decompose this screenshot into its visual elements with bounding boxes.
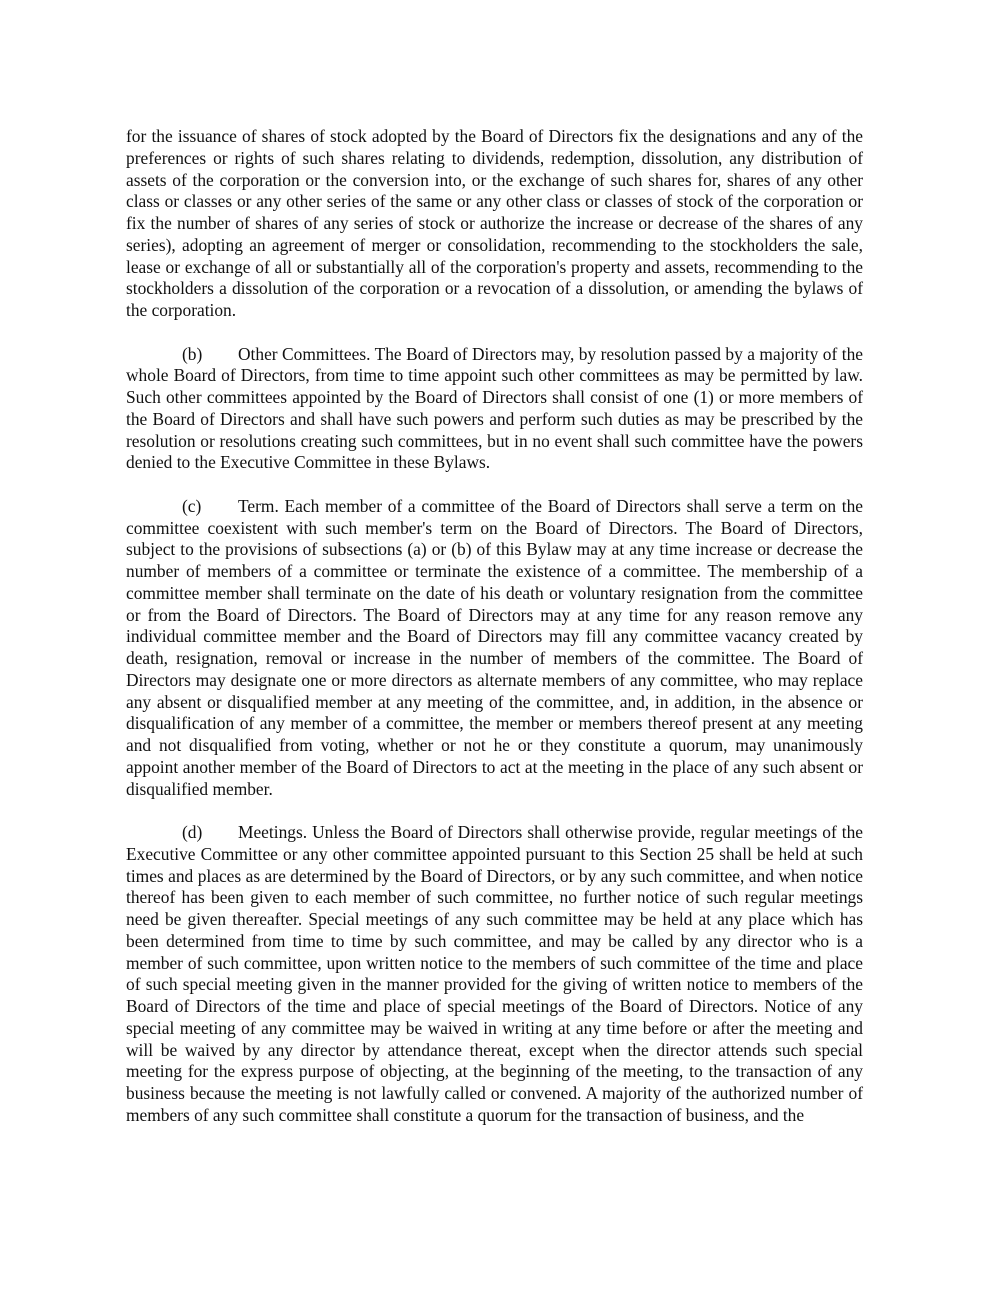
paragraph-d-text: Meetings. Unless the Board of Directors shall otherwise provide, regular meetings of the Executive Committee or any other committee appointed pursuant to this Section 25 shall be held at such times and places as are determined by the Board of Directors, or by any such committee, and when notice thereof has been given to each member of such committee, no further notice of such regular meetings need be given thereafter. Special meetings of any such committee may be held at any place which has been determined from time to time by such committee, and may be called by any director who is a member of such committee, upon written notice to the members of such committee of the time and place of such special meeting given in the manner provided for the giving of written notice to members of the Board of Directors of the time and place of special meetings of the Board of Directors. Notice of any special meeting of any committee may be waived in writing at any time before or after the meeting and will be waived by any director by attendance thereat, except when the director attends such special meeting for the express purpose of objecting, at the beginning of the meeting, to the transaction of any business because the meeting is not lawfully called or convened. A majority of the authorized number of members of any such committee shall constitute a quorum for the transaction of business, and the xyxy=(126,822,863,1125)
document-page xyxy=(126,126,863,1148)
paragraph-c xyxy=(126,496,863,801)
paragraph-b-marker: (b) xyxy=(182,343,203,364)
paragraph-b-text: Other Committees. The Board of Directors may, by resolution passed by a majority of the whole Board of Directors, from time to time appoint such other committees as may be permitted by law. Such other committees appointed by the Board of Directors shall consist of one (1) or more members of the Board of Directors and shall have such powers and perform such duties as may be prescribed by the resolution or resolutions creating such committees, but in no event shall such committee have the powers denied to the Executive Committee in these Bylaws. xyxy=(126,343,863,473)
paragraph-b xyxy=(126,344,863,475)
paragraph-d xyxy=(126,822,863,1127)
paragraph-c-text: Term. Each member of a committee of the Board of Directors shall serve a term on the committee coexistent with such member's term on the Board of Directors. The Board of Directors, subject to the provisions of subsections (a) or (b) of this Bylaw may at any time increase or decrease the number of members of a committee or terminate the existence of a committee. The membership of a committee member shall terminate on the date of his death or voluntary resignation from the committee or from the Board of Directors. The Board of Directors may at any time for any reason remove any individual committee member and the Board of Directors may fill any committee vacancy created by death, resignation, removal or increase in the number of members of the committee. The Board of Directors may designate one or more directors as alternate members of any committee, who may replace any absent or disqualified member at any meeting of the committee, and, in addition, in the absence or disqualification of any member of a committee, the member or members thereof present at any meeting and not disqualified from voting, whether or not he or they constitute a quorum, may unanimously appoint another member of the Board of Directors to act at the meeting in the place of any such absent or disqualified member. xyxy=(126,495,863,799)
paragraph-a-continued: for the issuance of shares of stock adopted by the Board of Directors fix the designations and any of the preferences or rights of such shares relating to dividends, redemption, dissolution, any distribution of assets of the corporation or the conversion into, or the exchange of such shares for, shares of any other class or classes or any other series of the same or any other class or classes of stock of the corporation or fix the number of shares of any series of stock or authorize the increase or decrease of the shares of any series), adopting an agreement of merger or consolidation, recommending to the stockholders the sale, lease or exchange of all or substantially all of the corporation's property and assets, recommending to the stockholders a dissolution of the corporation or a revocation of a dissolution, or amending the bylaws of the corporation. xyxy=(126,126,863,320)
paragraph-d-marker: (d) xyxy=(182,822,203,842)
paragraph-c-marker: (c) xyxy=(182,495,202,516)
